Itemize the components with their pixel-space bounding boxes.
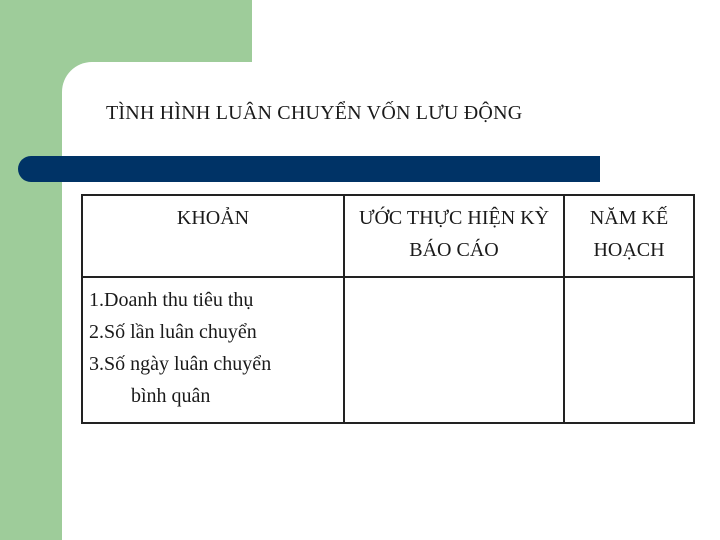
decorative-navy-bar	[18, 156, 600, 182]
header-nam-ke-hoach: NĂM KẾ HOẠCH	[564, 195, 694, 277]
uoc-thuc-hien-cell	[344, 277, 564, 423]
table-header-row	[82, 195, 694, 277]
decorative-green-strip-left	[0, 0, 62, 540]
list-item: 1.Doanh thu tiêu thụ	[89, 289, 254, 311]
list-item: 2.Số lần luân chuyển	[89, 321, 257, 343]
data-table	[81, 194, 695, 424]
list-item: 3.Số ngày luân chuyển	[89, 353, 272, 375]
header-uoc-thuc-hien: ƯỚC THỰC HIỆN KỲ BÁO CÁO	[344, 195, 564, 277]
table-row	[82, 277, 694, 423]
nam-ke-hoach-cell	[564, 277, 694, 423]
items-cell	[82, 277, 344, 423]
list-item: bình quân	[131, 385, 211, 407]
header-khoan: KHOẢN	[82, 195, 344, 277]
slide-title: TÌNH HÌNH LUÂN CHUYỂN VỐN LƯU ĐỘNG	[106, 102, 523, 124]
